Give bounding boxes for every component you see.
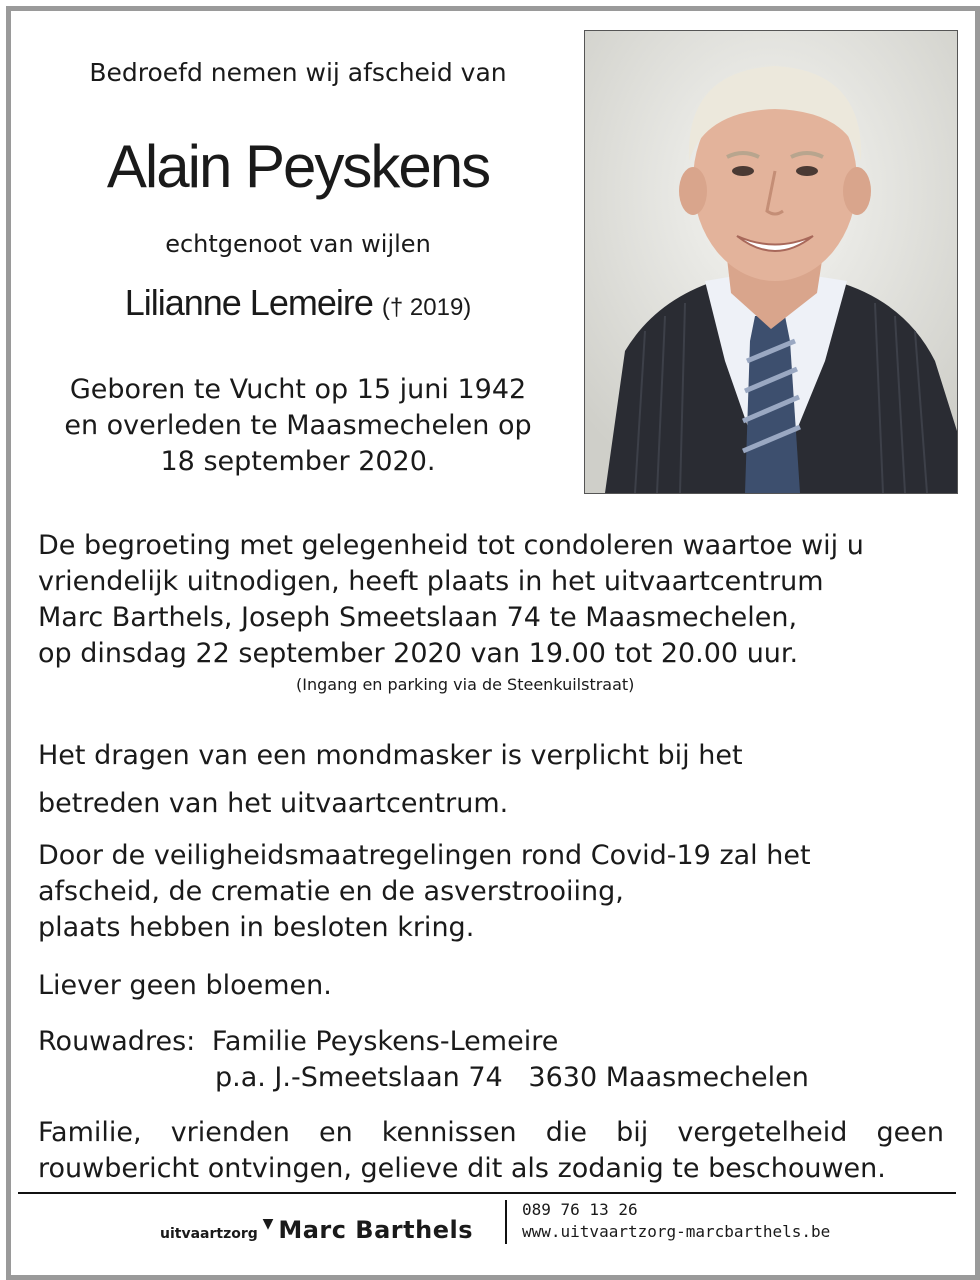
birth-death-info xyxy=(40,372,556,480)
footer-divider xyxy=(18,1192,956,1194)
covid-paragraph xyxy=(38,838,944,946)
birth-line: 18 september 2020. xyxy=(160,446,436,477)
closing-word: die xyxy=(545,1117,588,1148)
phone-number: 089 76 13 26 xyxy=(522,1200,638,1219)
birth-line: en overleden te Maasmechelen op xyxy=(64,410,532,441)
closing-word: en xyxy=(318,1117,353,1148)
triangle-icon: ▼ xyxy=(262,1216,274,1232)
funeral-home-brand xyxy=(160,1216,473,1244)
spouse-death-year: († 2019) xyxy=(381,294,472,321)
covid-line: Door de veiligheidsmaatregelingen rond Covid-19 zal het xyxy=(38,840,811,871)
footer-separator xyxy=(505,1200,507,1244)
brand-name: Marc Barthels xyxy=(278,1216,473,1244)
greeting-line: vriendelijk uitnodigen, heeft plaats in het uitvaartcentrum xyxy=(38,566,824,597)
spouse-line xyxy=(40,282,556,324)
closing-word: bij xyxy=(616,1117,649,1148)
closing-word: Familie, xyxy=(38,1117,142,1148)
spouse-relation: echtgenoot van wijlen xyxy=(165,230,431,258)
closing-word: geen xyxy=(876,1117,944,1148)
mask-line: Het dragen van een mondmasker is verplicht bij het xyxy=(38,740,743,771)
parking-note: (Ingang en parking via de Steenkuilstraat) xyxy=(296,675,635,694)
portrait-illustration xyxy=(585,31,957,493)
website-link[interactable]: www.uitvaartzorg-marcbarthels.be xyxy=(522,1222,831,1241)
address-street: p.a. J.-Smeetslaan 74 3630 Maasmechelen xyxy=(215,1062,809,1093)
closing-line-2: rouwbericht ontvingen, gelieve dit als zodanig te beschouwen. xyxy=(38,1153,886,1184)
greeting-line: De begroeting met gelegenheid tot condoleren waartoe wij u xyxy=(38,530,864,561)
brand-prefix: uitvaartzorg xyxy=(160,1226,258,1242)
spouse-name: Lilianne Lemeire xyxy=(124,282,373,323)
address-block xyxy=(38,1024,944,1096)
address-line-1 xyxy=(38,1024,944,1060)
covid-line: afscheid, de crematie en de asverstrooiing, xyxy=(38,876,624,907)
flowers-note: Liever geen bloemen. xyxy=(38,970,332,1001)
address-label: Rouwadres: xyxy=(38,1026,196,1057)
greeting-line: op dinsdag 22 september 2020 van 19.00 tot 20.00 uur. xyxy=(38,638,799,669)
greeting-line: Marc Barthels, Joseph Smeetslaan 74 te Maasmechelen, xyxy=(38,602,798,633)
birth-line: Geboren te Vucht op 15 juni 1942 xyxy=(69,374,527,405)
portrait-photo xyxy=(584,30,958,494)
address-family: Familie Peyskens-Lemeire xyxy=(211,1026,559,1057)
closing-paragraph xyxy=(38,1115,944,1187)
mask-line: betreden van het uitvaartcentrum. xyxy=(38,788,509,819)
covid-line: plaats hebben in besloten kring. xyxy=(38,912,475,943)
greeting-paragraph xyxy=(38,528,944,672)
deceased-name: Alain Peyskens xyxy=(106,133,490,200)
closing-word: vergetelheid xyxy=(677,1117,848,1148)
closing-line-1 xyxy=(38,1115,944,1151)
closing-word: kennissen xyxy=(381,1117,517,1148)
intro-text: Bedroefd nemen wij afscheid van xyxy=(89,58,507,87)
contact-block xyxy=(522,1199,830,1243)
mask-paragraph xyxy=(38,732,944,828)
closing-word: vrienden xyxy=(170,1117,290,1148)
